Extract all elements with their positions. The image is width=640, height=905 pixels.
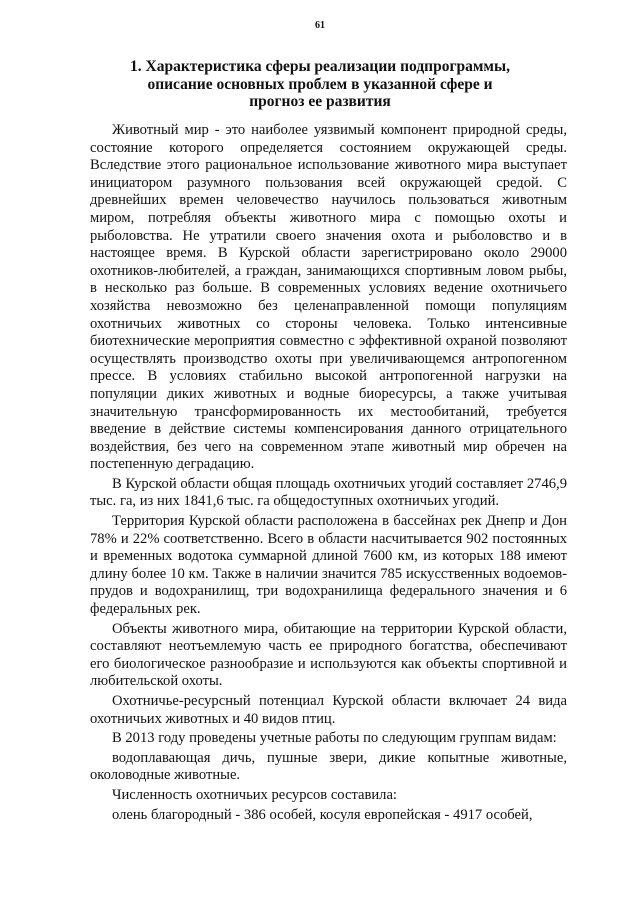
paragraph: Животный мир - это наиболее уязвимый компонент природной среды, состояние которого определяется состоянием окружающей среды. Вследствие этого рациональное использование животного мира выступает инициатором разумного пользования всей окружающей средой. С древнейших времен человечество научилось пользоваться животным миром, потребляя объекты животного мира с помощью охоты и рыболовства. Не утратили своего значения охота и рыболовство и в настоящее время. В Курской области зарегистрировано около 29000 охотников-любителей, а граждан, занимающихся спортивным ловом рыбы, в несколько раз больше. В современных условиях ведение охотничьего хозяйства невозможно без целенаправленной помощи популяциям охотничьих животных со стороны человека. Только интенсивные биотехнические мероприятия совместно с эффективной охраной позволяют осуществлять производство охоты при увеличивающемся антропогенном прессе. В условиях стабильно высокой антропогенной нагрузки на популяции диких животных и водные биоресурсы, а также учитывая значительную трансформированность их местообитаний, требуется введение в действие системы компенсирования данного отрицательного воздействия, без чего на современном этапе животный мир обречен на постепенную деградацию. <box>90 122 567 473</box>
paragraph: Территория Курской области расположена в бассейнах рек Днепр и Дон 78% и 22% соответственно. Всего в области насчитывается 902 постоянных и временных водотока суммарной длиной 7600 км, из которых 188 имеют длину более 10 км. Также в наличии значится 785 искусственных водоемов-прудов и водохранилищ, три водохранилища федерального значения и 6 федеральных рек. <box>90 513 567 618</box>
paragraph: Охотничье-ресурсный потенциал Курской области включает 24 вида охотничьих животных и 40 видов птиц. <box>90 693 567 727</box>
page-number: 61 <box>315 20 325 31</box>
section-heading <box>110 58 530 111</box>
paragraph: В 2013 году проведены учетные работы по следующим группам видам: <box>112 730 557 747</box>
heading-line: прогноз ее развития <box>249 93 391 110</box>
paragraph: водоплавающая дичь, пушные звери, дикие копытные животные, околоводные животные. <box>90 749 567 784</box>
paragraph: В Курской области общая площадь охотничьих угодий составляет 2746,9 тыс. га, из них 1841,6 тыс. га общедоступных охотничьих угодий. <box>90 475 567 510</box>
paragraph: Объекты животного мира, обитающие на территории Курской области, составляют неотъемлемую часть ее природного богатства, обеспечивают его биологическое разнообразие и используются как объекты спортивной и любительской охоты. <box>90 620 567 690</box>
paragraph: Численность охотничьих ресурсов составила: <box>112 786 397 803</box>
paragraph: олень благородный - 386 особей, косуля европейская - 4917 особей, <box>112 806 533 823</box>
heading-line: 1. Характеристика сферы реализации подпрограммы, <box>130 58 510 75</box>
body-text <box>90 122 567 824</box>
heading-line: описание основных проблем в указанной сфере и <box>147 75 493 93</box>
